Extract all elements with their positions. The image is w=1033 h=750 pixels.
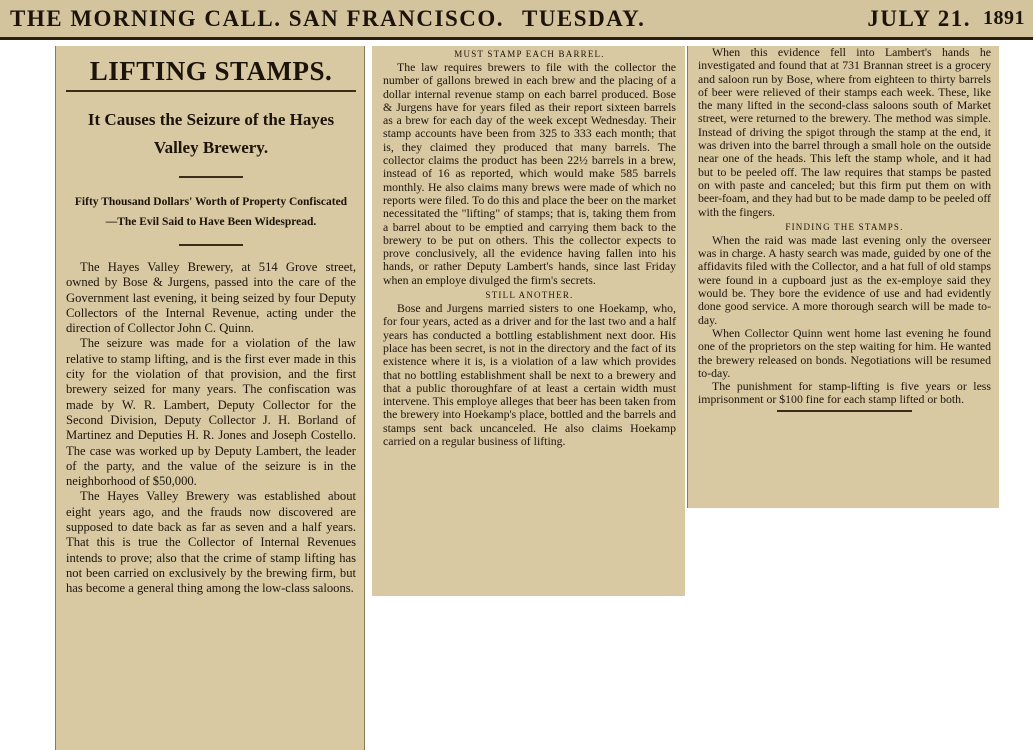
article-paragraph: When this evidence fell into Lambert's hands he investigated and found that at 731 Brannan street is a grocery and saloon run by Bose, where from eighteen to thirty barrels of beer were relieved of their stamps each week. These, like the many lifted in the second-class saloons south of Market street, were returned to the brewery. The method was simple. Instead of driving the spigot through the stamp at the end, it was driven into the barrel through a small hole on the outside near one of the heads. This left the stamp whole, and it had but to be peeled off. The law requires that stamps be pasted on with paste and canceled; but this firm put them on with beer-foam, and they had but to be made damp to be peeled off with the fingers. xyxy=(698,46,991,219)
article-paragraph: The seizure was made for a violation of the law relative to stamp lifting, and is the first ever made in this city for the violation of that provision, and the first brewery seized for many years. The confiscation was made by W. R. Lambert, Deputy Collector for the Second Division, Deputy Collector J. H. Borland of Martinez and Deputies H. R. Jones and Joseph Costello. The case was worked up by Deputy Lambert, the leader of the party, and the value of the seizure is in the neighborhood of $50,000. xyxy=(66,336,356,489)
article-subdeck: Fifty Thousand Dollars' Worth of Property Confiscated—The Evil Said to Have Been Widespread. xyxy=(74,196,348,228)
section-subhead: MUST STAMP EACH BARREL. xyxy=(454,49,605,59)
issue-weekday: TUESDAY. xyxy=(521,5,646,31)
newspaper-name: THE MORNING CALL. SAN FRANCISCO. xyxy=(10,5,504,31)
issue-year: 1891 xyxy=(983,7,1025,29)
deck-divider xyxy=(179,176,243,178)
headline-rule xyxy=(66,90,356,92)
section-subhead: STILL ANOTHER. xyxy=(485,290,574,301)
article-paragraph: The law requires brewers to file with the collector the number of gallons brewed in each brew and the placing of a dollar internal revenue stamp on each barrel produced. Bose & Jurgens have for years filed as their report sixteen barrels as a brew for each day of the week except Wednesday. Their stamp accounts have been from 325 to 333 each month; that is, they claimed they produced that many barrels. The collector claims the product has been 22½ barrels in a brew, instead of 16 as reported, which would make 585 barrels monthly. He also claims many brews were made of which no reports were filed. To do this and place the beer on the market necessitated the "lifting" of stamps; that is, taking them from a barrel about to be emptied and carrying them back to the brewery to be put on others. This the collector expects to prove conclusively, all the evidence having fallen into his hands, or rather Deputy Lambert's hands, since last Friday when an employe divulged the firm's secrets. xyxy=(383,60,676,287)
article-deck: It Causes the Seizure of the Hayes Valley Brewery. xyxy=(87,110,335,157)
issue-date: JULY 21. xyxy=(867,5,971,31)
subdeck-divider xyxy=(179,244,243,246)
article-column-2 xyxy=(372,46,685,596)
article-paragraph: The Hayes Valley Brewery, at 514 Grove street, owned by Bose & Jurgens, passed into the care of the Government last evening, it being seized by four Deputy Collectors of the Internal Revenue, acting under the direction of Collector John C. Quinn. xyxy=(66,260,356,336)
article-column-3 xyxy=(687,46,999,508)
article-paragraph: Bose and Jurgens married sisters to one Hoekamp, who, for four years, acted as a driver and for the last two and a half years has conducted a bottling establishment next door. His place has been secret, is not in the directory and the fact of its existence where it is, is a violation of a law which provides that no bottling establishment shall be next to a brewery and that a public thoroughfare of at least a certain width must intervene. This employe alleges that beer has been taken from the brewery into Hoekamp's place, bottled and the barrels and stamps sent back uncanceled. He also claims Hoekamp carried on a regular business of lifting. xyxy=(383,301,676,449)
article-end-rule xyxy=(777,410,912,412)
article-paragraph: The punishment for stamp-lifting is five years or less imprisonment or $100 fine for each stamp lifted or both. xyxy=(698,379,991,407)
article-headline: LIFTING STAMPS. xyxy=(89,56,333,86)
newspaper-masthead xyxy=(0,0,1033,40)
article-paragraph: When the raid was made last evening only the overseer was in charge. A hasty search was made, guided by one of the affidavits filed with the Collector, and a hat full of old stamps were found in a cupboard just as the ex-employe said they would be. They bore the evidence of use and had evidently done good service. A more thorough search will be made to-day. xyxy=(698,232,991,327)
article-paragraph: The Hayes Valley Brewery was established about eight years ago, and the frauds now discovered are supposed to date back as far as seven and a half years. That this is true the Collector of Internal Revenues intends to prove; also that the crime of stamp lifting has not been carried on exclusively by the brewing firm, but has become a general thing among the low-class saloons. xyxy=(66,489,356,596)
section-subhead: FINDING THE STAMPS. xyxy=(785,221,904,232)
article-paragraph: When Collector Quinn went home last evening he found one of the proprietors on the step waiting for him. He wanted the brewery released on bonds. Negotiations will be resumed to-day. xyxy=(698,325,991,380)
article-column-1 xyxy=(55,46,365,750)
